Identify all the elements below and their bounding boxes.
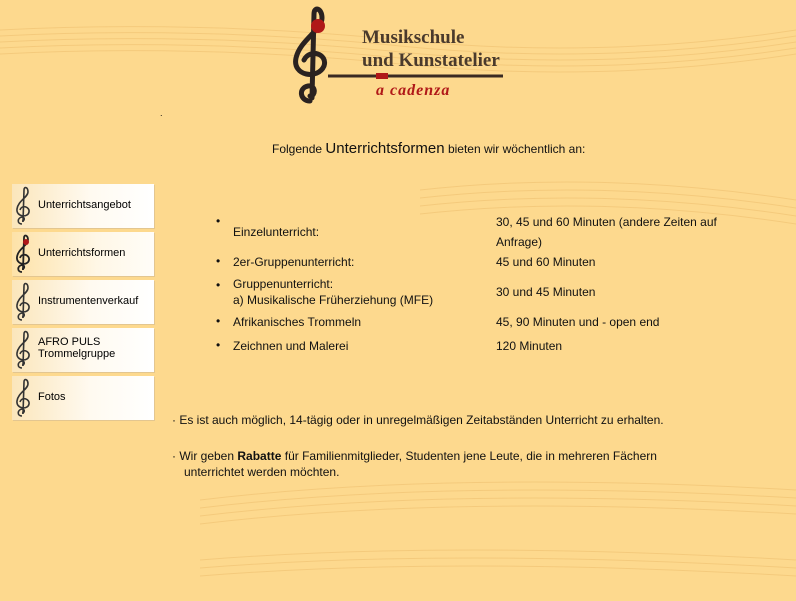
treble-clef-icon xyxy=(14,234,32,274)
note-discount-line2: unterrichtet werden möchten. xyxy=(184,465,340,479)
bullet-icon: • xyxy=(216,278,221,292)
nav-label: Unterrichtsangebot xyxy=(38,199,131,211)
note-discount-bold: Rabatte xyxy=(237,449,282,463)
lesson-name: Afrikanisches Trommeln xyxy=(233,315,362,329)
lesson-name-line1: Gruppenunterricht: xyxy=(233,277,334,291)
treble-clef-icon xyxy=(14,378,32,418)
note-discount-pre: · Wir geben xyxy=(172,449,235,463)
nav-item-unterrichtsformen[interactable] xyxy=(12,232,154,276)
intro-suffix: bieten wir wöchentlich an: xyxy=(447,142,586,156)
stray-dot: . xyxy=(160,108,163,118)
lesson-duration: 30 und 45 Minuten xyxy=(496,285,596,299)
lesson-duration: 45 und 60 Minuten xyxy=(496,255,596,269)
nav-label-line1: AFRO PULS xyxy=(38,336,101,348)
logo-subtitle: a cadenza xyxy=(376,82,451,99)
nav-item-fotos[interactable] xyxy=(12,376,154,420)
note-frequency: · Es ist auch möglich, 14-tägig oder in unregelmäßigen Zeitabständen Unterricht zu erhalten. xyxy=(172,413,664,427)
lesson-duration: 45, 90 Minuten und - open end xyxy=(496,315,660,329)
lesson-duration: 120 Minuten xyxy=(496,339,563,353)
bullet-icon: • xyxy=(216,254,221,268)
note-discount xyxy=(172,448,732,480)
nav-item-afro-puls[interactable] xyxy=(12,328,154,372)
lesson-name xyxy=(233,276,493,308)
treble-clef-icon xyxy=(14,282,32,322)
lesson-name: Einzelunterricht: xyxy=(233,225,320,239)
lesson-name: Zeichnen und Malerei xyxy=(233,339,349,353)
bullet-icon: • xyxy=(216,314,221,328)
nav-label: Unterrichtsformen xyxy=(38,247,126,259)
lesson-name: 2er-Gruppenunterricht: xyxy=(233,255,355,269)
bullet-icon: • xyxy=(216,338,221,352)
nav-item-unterrichtsangebot[interactable] xyxy=(12,184,154,228)
logo-title-line2: und Kunstatelier xyxy=(362,50,500,71)
nav-label: Fotos xyxy=(38,391,66,403)
intro-highlight: Unterrichtsformen xyxy=(325,140,445,157)
treble-clef-icon xyxy=(14,186,32,226)
logo-title xyxy=(362,26,500,72)
intro-prefix: Folgende xyxy=(272,142,323,156)
bullet-icon: • xyxy=(216,214,221,228)
nav-label-line2: Trommelgruppe xyxy=(38,348,116,360)
lesson-duration: 30, 45 und 60 Minuten (andere Zeiten auf Anfrage) xyxy=(496,215,717,249)
treble-clef-icon xyxy=(14,330,32,370)
nav-item-instrumentenverkauf[interactable] xyxy=(12,280,154,324)
nav-label xyxy=(38,336,148,360)
note-discount-post: für Familienmitglieder, Studenten jene Leute, die in mehreren Fächern xyxy=(284,449,657,463)
sidebar-nav xyxy=(12,184,154,424)
logo-title-line1: Musikschule xyxy=(362,27,465,48)
intro-text xyxy=(272,140,585,157)
lesson-name-line2: a) Musikalische Früherziehung (MFE) xyxy=(233,293,434,307)
nav-label: Instrumentenverkauf xyxy=(38,295,139,307)
